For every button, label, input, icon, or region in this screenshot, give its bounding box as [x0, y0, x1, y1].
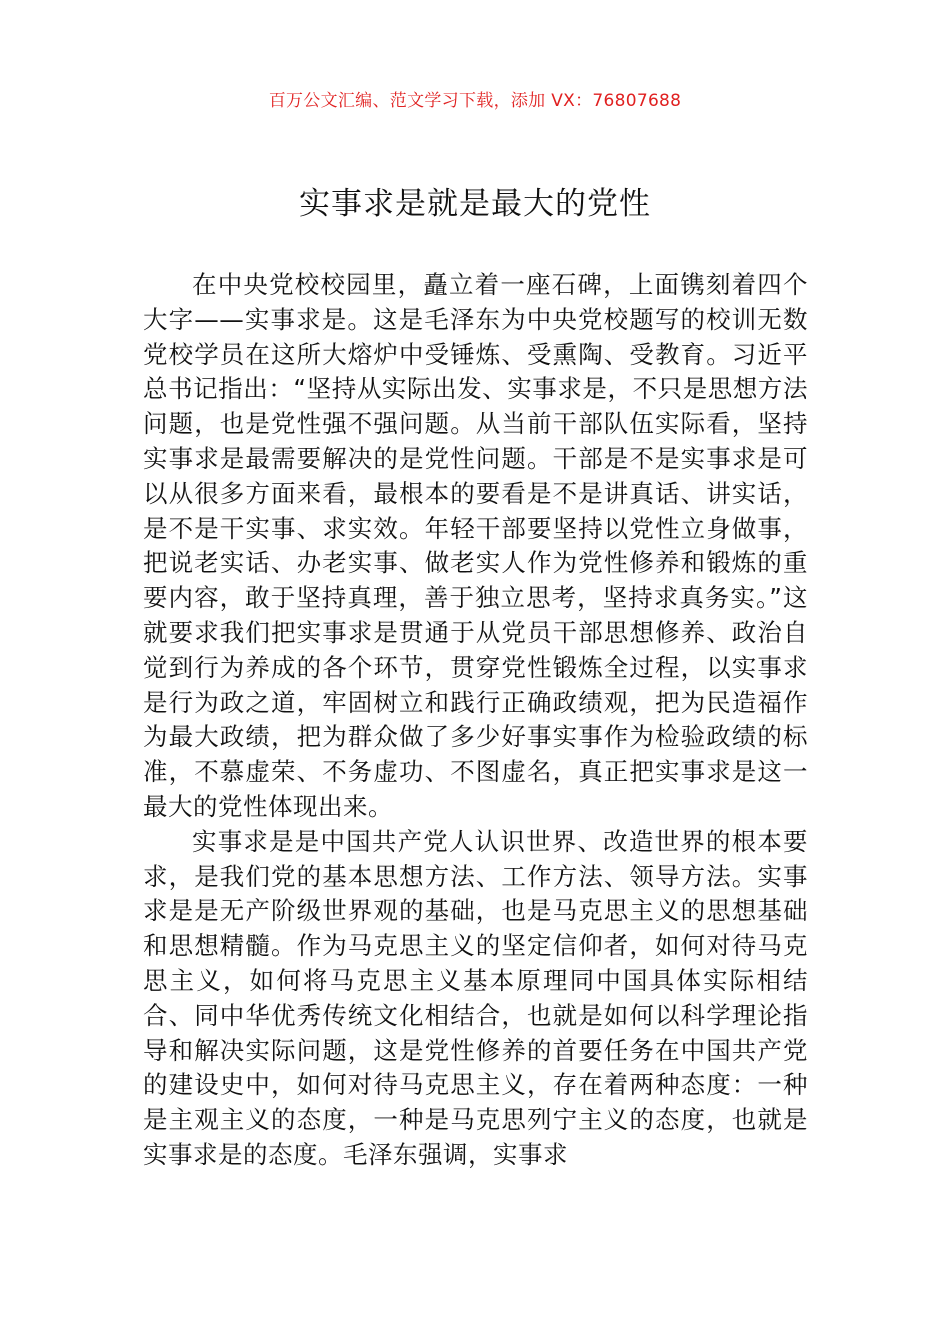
header-note: 百万公文汇编、范文学习下载，添加 VX：76807688 — [268, 91, 682, 111]
paragraph-2: 实事求是是中国共产党人认识世界、改造世界的根本要求，是我们党的基本思想方法、工作方法、领导方法。实事求是是无产阶级世界观的基础，也是马克思主义的思想基础和思想精髓。作为马克思主义的坚定信仰者，如何对待马克思主义，如何将马克思主义基本原理同中国具体实际相结合、同中华优秀传统文化相结合，也就是如何以科学理论指导和解决实际问题，这是党性修养的首要任务在中国共产党的建设史中，如何对待马克思主义，存在着两种态度：一种是主观主义的态度，一种是马克思列宁主义的态度，也就是实事求是的态度。毛泽东强调，实事求 — [143, 826, 808, 1169]
document-title: 实事求是就是最大的党性 — [299, 186, 651, 222]
paragraph-1: 在中央党校校园里，矗立着一座石碑，上面镌刻着四个大字——实事求是。这是毛泽东为中央党校题写的校训无数党校学员在这所大熔炉中受锤炼、受熏陶、受教育。习近平总书记指出：“坚持从实际出发、实事求是，不只是思想方法问题，也是党性强不强问题。从当前干部队伍实际看，坚持实事求是最需要解决的是党性问题。干部是不是实事求是可以从很多方面来看，最根本的要看是不是讲真话、讲实话，是不是干实事、求实效。年轻干部要坚持以党性立身做事，把说老实话、办老实事、做老实人作为党性修养和锻炼的重要内容，敢于坚持真理，善于独立思考，坚持求真务实。”这就要求我们把实事求是贯通于从党员干部思想修养、政治自觉到行为养成的各个环节，贯穿党性锻炼全过程，以实事求是行为政之道，牢固树立和践行正确政绩观，把为民造福作为最大政绩，把为群众做了多少好事实事作为检验政绩的标准，不慕虚荣、不务虚功、不图虚名，真正把实事求是这一最大的党性体现出来。 — [143, 270, 808, 821]
document-body — [143, 268, 808, 1173]
